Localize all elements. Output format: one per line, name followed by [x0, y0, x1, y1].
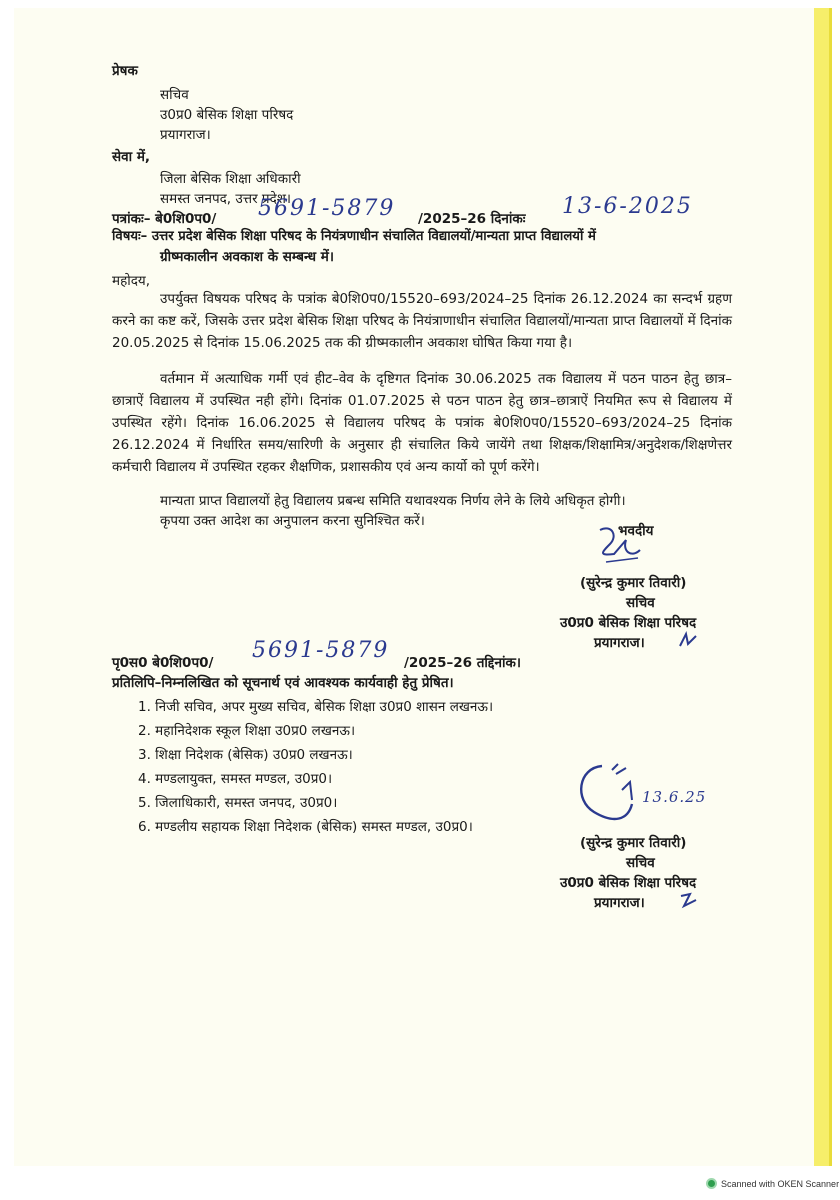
- signature1-org: उ0प्र0 बेसिक शिक्षा परिषद: [560, 615, 697, 631]
- recipient-line-1: जिला बेसिक शिक्षा अधिकारी: [160, 171, 301, 187]
- letter-page: [14, 8, 832, 1166]
- endorsement-heading: प्रतिलिपि–निम्नलिखित को सूचनार्थ एवं आवश्यक कार्यवाही हेतु प्रेषित।: [112, 675, 454, 691]
- endorsement-year-label: /2025–26 तद्दिनांक।: [404, 655, 521, 671]
- initial-mark-1: [678, 630, 700, 650]
- signature-mark-2: [572, 760, 652, 824]
- ref-date-handwritten: 13-6-2025: [562, 194, 693, 219]
- initial-mark-2: [678, 890, 700, 910]
- body-paragraph-3: मान्यता प्राप्त विद्यालयों हेतु विद्यालय प्रबन्ध समिति यथावश्यक निर्णय लेने के लिये अधिकृत होगी।: [160, 493, 626, 509]
- signature2-title: सचिव: [626, 855, 655, 871]
- ref-label: पत्रांकः– बे0शि0प0/: [112, 211, 217, 227]
- endorsement-label: पृ0स0 बे0शि0प0/: [112, 655, 214, 671]
- scanner-logo-icon: [706, 1178, 717, 1189]
- copy-list-item: 4. मण्डलायुक्त, समस्त मण्डल, उ0प्र0।: [138, 771, 333, 787]
- body-paragraph-4: कृपया उक्त आदेश का अनुपालन करना सुनिश्चित करें।: [160, 513, 425, 529]
- copy-list-item: 2. महानिदेशक स्कूल शिक्षा उ0प्र0 लखनऊ।: [138, 723, 356, 739]
- signature2-name: (सुरेन्द्र कुमार तिवारी): [580, 835, 687, 851]
- copy-list-item: 5. जिलाधिकारी, समस्त जनपद, उ0प्र0।: [138, 795, 338, 811]
- copy-list-item: 1. निजी सचिव, अपर मुख्य सचिव, बेसिक शिक्षा उ0प्र0 शासन लखनऊ।: [138, 699, 494, 715]
- scanner-text: Scanned with OKEN Scanner: [721, 1178, 840, 1189]
- signature1-name: (सुरेन्द्र कुमार तिवारी): [580, 575, 687, 591]
- signature2-place: प्रयागराज।: [594, 895, 645, 911]
- copy-list-item: 6. मण्डलीय सहायक शिक्षा निदेशक (बेसिक) समस्त मण्डल, उ0प्र0।: [138, 819, 473, 835]
- scanner-watermark: [706, 1178, 839, 1189]
- copy-list-item: 3. शिक्षा निदेशक (बेसिक) उ0प्र0 लखनऊ।: [138, 747, 353, 763]
- ref-number-handwritten: 5691-5879: [258, 196, 396, 221]
- sender-line-2: उ0प्र0 बेसिक शिक्षा परिषद: [160, 107, 294, 123]
- subject-line-1: विषयः– उत्तर प्रदेश बेसिक शिक्षा परिषद के नियंत्रणाधीन संचालित विद्यालयों/मान्यता प्राप्त विद्यालयों में: [112, 229, 596, 244]
- signature2-org: उ0प्र0 बेसिक शिक्षा परिषद: [560, 875, 697, 891]
- salutation: महोदय,: [112, 273, 151, 289]
- body-paragraph-1: उपर्युक्त विषयक परिषद के पत्रांक बे0शि0प0/15520–693/2024–25 दिनांक 26.12.2024 का सन्दर्भ ग्रहण करने का कष्ट करें, जिसके उत्तर प्रदेश बेसिक शिक्षा परिषद के नियंत्राणाधीन संचालित विद्यालयों/मान्यता प्राप्त विद्यालयों में दिनांक 20.05.2025 से दिनांक 15.06.2025 तक की ग्रीष्मकालीन अवकाश घोषित किया गया है।: [112, 291, 732, 351]
- sender-line-1: सचिव: [160, 87, 189, 103]
- body-paragraph-2: वर्तमान में अत्याधिक गर्मी एवं हीट–वेव के दृष्टिगत दिनांक 30.06.2025 तक विद्यालय में पठन पाठन हेतु छात्र–छात्राऐं विद्यालय में उपस्थित नही होंगे। दिनांक 01.07.2025 से पठन पाठन हेतु छात्र–छात्राऐं नियमित रूप से विद्यालय में उपस्थित रहेंगे। दिनांक 16.06.2025 से विद्यालय परिषद के पत्रांक बे0शि0प0/15520–693/2024–25 दिनांक 26.12.2024 में निर्धारित समय/सारिणी के अनुसार ही संचालित किये जायेंगे तथा शिक्षक/शिक्षामित्र/अनुदेशक/शिक्षणेत्तर कर्मचारी विद्यालय में उपस्थित रहकर शैक्षणिक, प्रशासकीय एवं अन्य कार्यो को पूर्ण करेंगे।: [112, 371, 732, 475]
- sender-line-3: प्रयागराज।: [160, 127, 211, 143]
- recipient-heading: सेवा में,: [112, 149, 151, 165]
- signature2-date-handwritten: 13.6.25: [642, 788, 707, 806]
- sender-heading: प्रेषक: [112, 63, 138, 79]
- endorsement-number-handwritten: 5691-5879: [252, 638, 390, 663]
- signature1-place: प्रयागराज।: [594, 635, 645, 651]
- recipient-line-2: समस्त जनपद, उत्तर प्रदेश।: [160, 191, 292, 207]
- signature1-closing: भवदीय: [618, 523, 654, 539]
- subject-line-2: ग्रीष्मकालीन अवकाश के सम्बन्ध में।: [160, 249, 334, 265]
- signature1-title: सचिव: [626, 595, 655, 611]
- ref-year-label: /2025–26 दिनांकः: [418, 211, 526, 227]
